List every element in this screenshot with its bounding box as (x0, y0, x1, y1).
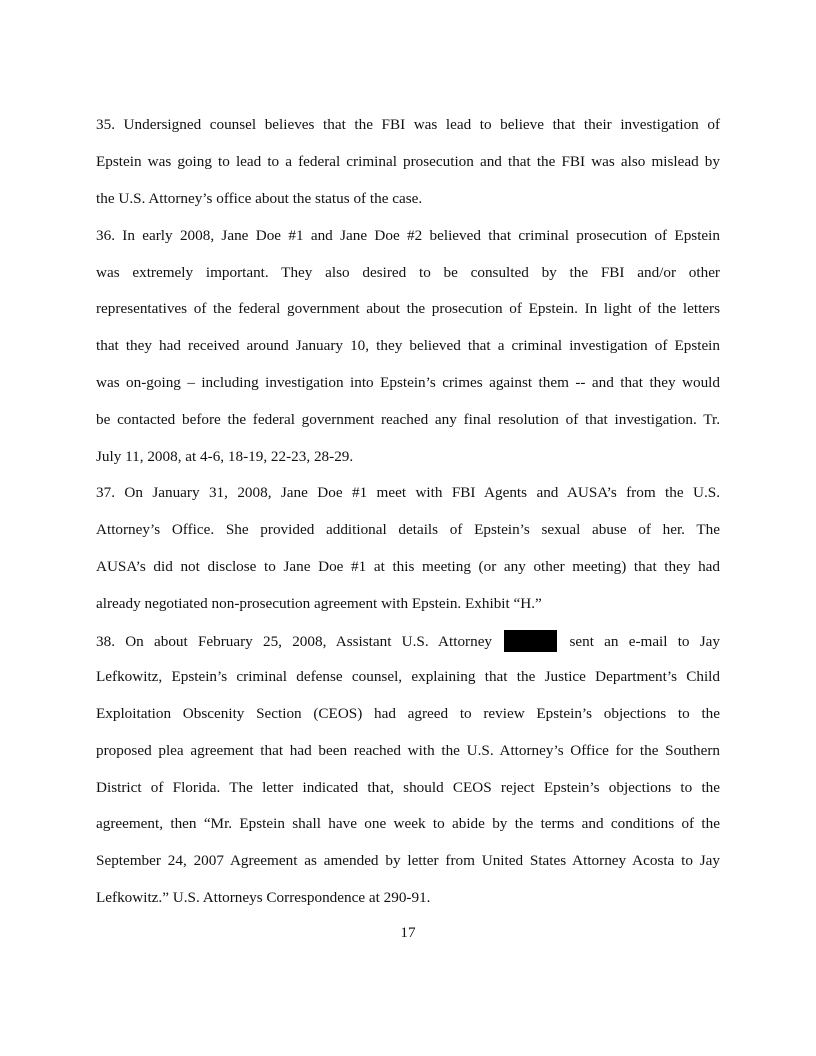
paragraph-38-text-before-redaction: 38. On about February 25, 2008, Assistant U.S. Attorney (96, 633, 493, 650)
paragraph-38-line: proposed plea agreement that had been reached with the U.S. Attorney’s Office for the Southern (96, 742, 720, 759)
paragraph-37-line: 37. On January 31, 2008, Jane Doe #1 meet with FBI Agents and AUSA’s from the U.S. (96, 484, 720, 501)
paragraph-36-line: that they had received around January 10, they believed that a criminal investigation of Epstein (96, 337, 720, 354)
paragraph-35-line: the U.S. Attorney’s office about the status of the case. (96, 190, 423, 207)
paragraph-37-line: Attorney’s Office. She provided additional details of Epstein’s sexual abuse of her. The (96, 521, 720, 538)
paragraph-38-line: Exploitation Obscenity Section (CEOS) had agreed to review Epstein’s objections to the (96, 705, 720, 722)
page-number: 17 (400, 924, 416, 941)
paragraph-38-text-after-redaction: sent an e-mail to Jay (569, 633, 720, 650)
paragraph-36-line: was extremely important. They also desired to be consulted by the FBI and/or other (96, 264, 720, 281)
paragraph-36-line: was on-going – including investigation into Epstein’s crimes against them -- and that they would (96, 374, 720, 391)
paragraph-38-first-line (96, 630, 720, 650)
paragraph-36-line: be contacted before the federal government reached any final resolution of that investigation. Tr. (96, 411, 720, 428)
paragraph-38-line: Lefkowitz, Epstein’s criminal defense counsel, explaining that the Justice Department’s Child (96, 668, 720, 685)
paragraph-38-line: agreement, then “Mr. Epstein shall have one week to abide by the terms and conditions of the (96, 815, 720, 832)
paragraph-37-line: already negotiated non-prosecution agreement with Epstein. Exhibit “H.” (96, 595, 542, 612)
paragraph-36-line: July 11, 2008, at 4-6, 18-19, 22-23, 28-29. (96, 448, 354, 465)
paragraph-38-line: Lefkowitz.” U.S. Attorneys Correspondence at 290-91. (96, 889, 431, 906)
paragraph-36-line: 36. In early 2008, Jane Doe #1 and Jane Doe #2 believed that criminal prosecution of Epstein (96, 227, 720, 244)
paragraph-35-line: 35. Undersigned counsel believes that the FBI was lead to believe that their investigation of (96, 116, 720, 133)
paragraph-38-line: September 24, 2007 Agreement as amended by letter from United States Attorney Acosta to Jay (96, 852, 720, 869)
paragraph-35-line: Epstein was going to lead to a federal criminal prosecution and that the FBI was also mislead by (96, 153, 720, 170)
redaction-block (504, 630, 557, 652)
paragraph-38-line: District of Florida. The letter indicated that, should CEOS reject Epstein’s objections to the (96, 779, 720, 796)
paragraph-37-line: AUSA’s did not disclose to Jane Doe #1 at this meeting (or any other meeting) that they had (96, 558, 720, 575)
paragraph-36-line: representatives of the federal government about the prosecution of Epstein. In light of the letters (96, 300, 720, 317)
